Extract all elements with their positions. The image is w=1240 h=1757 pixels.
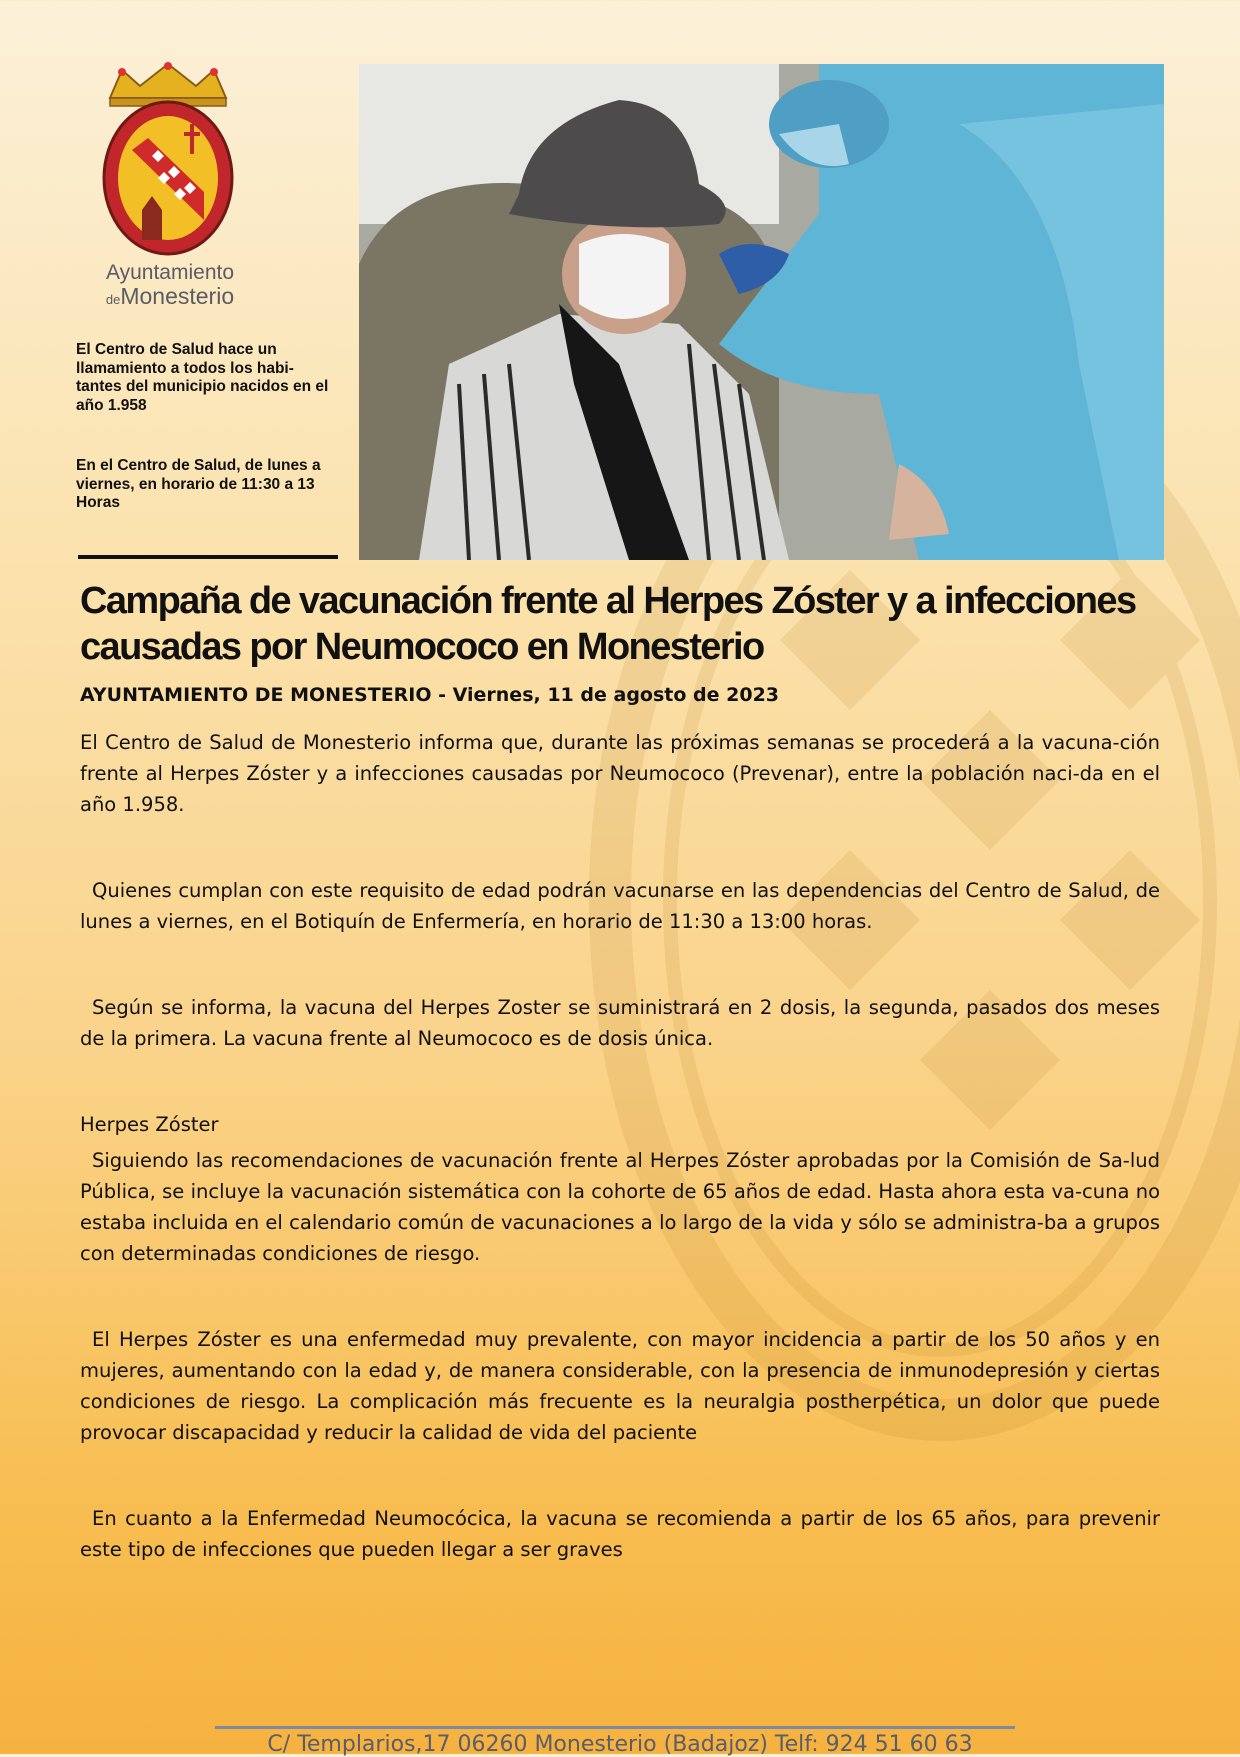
article-body — [80, 727, 1160, 1620]
article-dateline: AYUNTAMIENTO DE MONESTERIO - Viernes, 11 de agosto de 2023 — [80, 684, 780, 706]
article-paragraph: En cuanto a la Enfermedad Neumocócica, la vacuna se recomienda a partir de los 65 años, para prevenir este tipo de infecciones que pueden llegar a ser graves — [80, 1507, 1160, 1561]
logo-line-1: Ayuntamiento — [105, 261, 235, 284]
footer-divider — [215, 1726, 1015, 1729]
sidebar-note-1: El Centro de Salud hace un llamamiento a todos los habi-tantes del municipio nacidos en el año 1.958 — [76, 341, 329, 414]
sidebar-note-2: En el Centro de Salud, de lunes a viernes, en horario de 11:30 a 13 Horas — [76, 457, 321, 512]
article-paragraph: El Herpes Zóster es una enfermedad muy prevalente, con mayor incidencia a partir de los 50 años y en mujeres, aumentando con la edad y, de manera considerable, con la presencia de inmunodepresión y ciertas condiciones de riesgo. La complicación más frecuente es la neuralgia postherpética, un dolor que puede provocar discapacidad y reducir la calidad de vida del paciente — [80, 1328, 1160, 1444]
article-paragraph: El Centro de Salud de Monesterio informa que, durante las próximas semanas se procederá a la vacuna-ción frente al Herpes Zóster y a infecciones causadas por Neumococo (Prevenar), entre la población naci-da en el año 1.958. — [80, 731, 1160, 816]
article-title: Campaña de vacunación frente al Herpes Zóster y a infecciones causadas por Neumococo en Monesterio — [80, 580, 1136, 668]
logo-wordmark — [70, 262, 270, 309]
article-paragraph: Siguiendo las recomendaciones de vacunación frente al Herpes Zóster aprobadas por la Comisión de Sa-lud Pública, se incluye la vacunación sistemática con la cohorte de 65 años de edad. Hasta ahora esta va-cuna no estaba incluida en el calendario común de vacunaciones a lo largo de la vida y sólo se administra-ba a grupos con determinadas condiciones de riesgo. — [80, 1149, 1160, 1265]
vaccination-photo — [359, 64, 1164, 560]
section-heading: Herpes Zóster — [80, 1113, 219, 1136]
sidebar-divider — [78, 555, 338, 559]
logo-line-2-prefix: de — [105, 292, 121, 308]
footer-address: C/ Templarios,17 06260 Monesterio (Badajoz) Telf: 924 51 60 63 — [267, 1732, 973, 1757]
article-paragraph: Quienes cumplan con este requisito de edad podrán vacunarse en las dependencias del Centro de Salud, de lunes a viernes, en el Botiquín de Enfermería, en horario de 11:30 a 13:00 horas. — [80, 879, 1160, 933]
article-paragraph: Según se informa, la vacuna del Herpes Zoster se suministrará en 2 dosis, la segunda, pasados dos meses de la primera. La vacuna frente al Neumococo es de dosis única. — [80, 996, 1160, 1050]
logo-line-2: Monesterio — [120, 283, 235, 310]
